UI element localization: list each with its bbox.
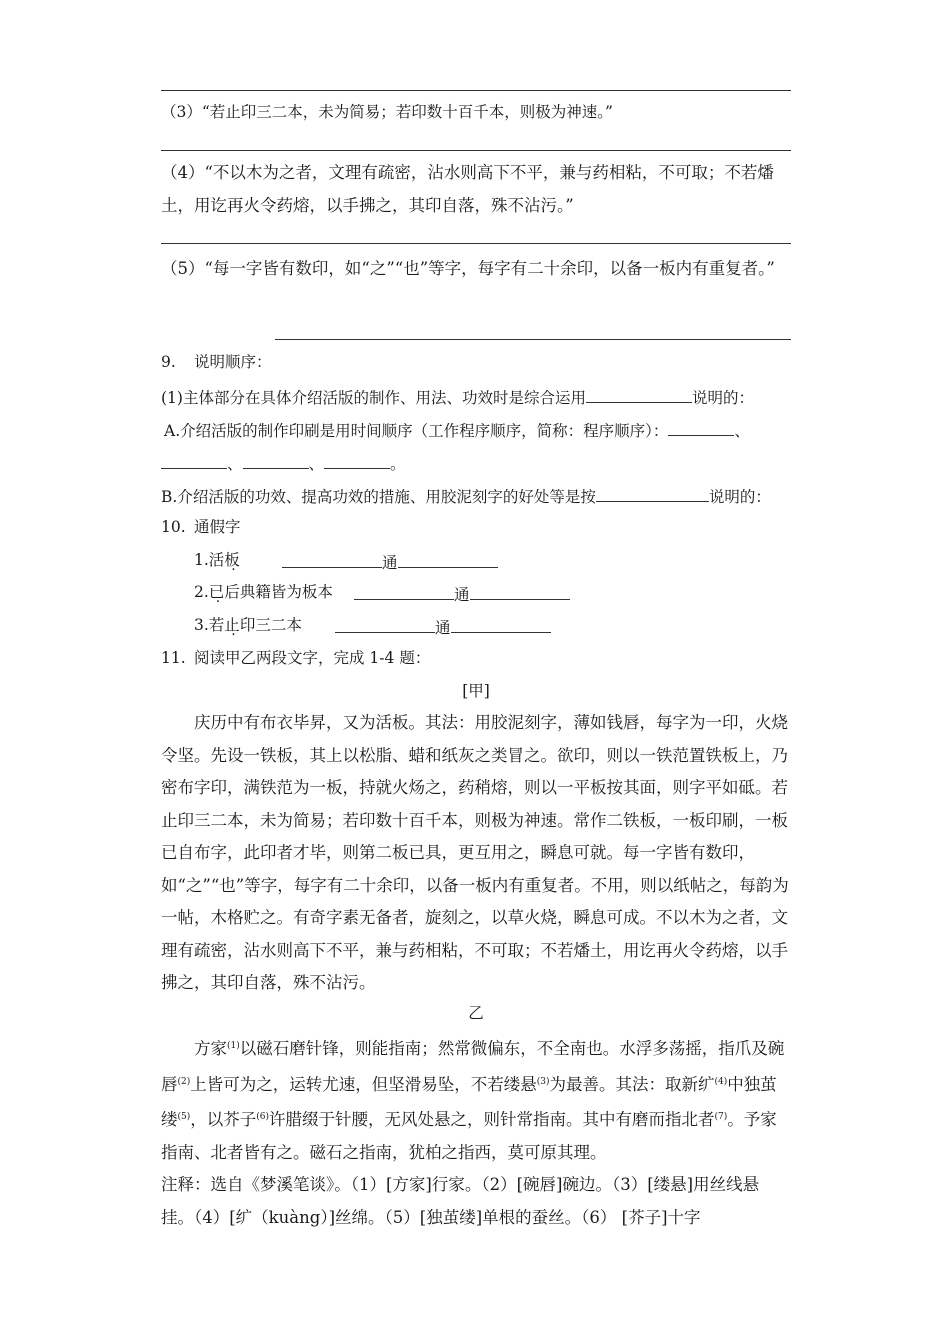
answer-line[interactable]: [275, 339, 791, 340]
q10-blank[interactable]: [354, 585, 454, 600]
q10-number: 10.: [161, 518, 186, 536]
answer-line[interactable]: [161, 150, 791, 151]
q9-part1-text-end: 说明的：: [691, 389, 754, 407]
footnote-marker: (5): [177, 1112, 191, 1122]
q10-blank[interactable]: [335, 618, 435, 633]
q10-item-1: 1.活板: [194, 551, 240, 569]
q9-part1-blank[interactable]: [586, 388, 692, 403]
dotted-char: 板: [224, 551, 240, 569]
q9-partA-blank-1[interactable]: [668, 421, 734, 436]
q9-partA: [164, 421, 750, 440]
q9-sep: 、: [734, 422, 750, 440]
q8-item-5: （5）“每一字皆有数印，如“之”“也”等字，每字有二十余印，以备一板内有重复者。”: [161, 259, 775, 278]
footnote-marker: (6): [256, 1112, 269, 1122]
dotted-char: 已: [208, 583, 225, 601]
q10-item-2: 2.已后典籍皆为板本: [194, 583, 333, 601]
q9-partA-blank-2[interactable]: [161, 454, 227, 469]
q10-item-1-blanks: 通: [282, 553, 498, 572]
q9-partA-line2: [161, 454, 406, 473]
q9-title: 说明顺序：: [194, 353, 272, 371]
q9-sep: 、: [227, 455, 243, 473]
q9-number: 9.: [161, 353, 176, 371]
q10-blank[interactable]: [451, 618, 551, 633]
q10-item-3-blanks: 通: [335, 618, 551, 637]
q10-blank[interactable]: [282, 553, 382, 568]
q9-partB: [161, 487, 771, 506]
q11-title: 阅读甲乙两段文字，完成 1-4 题：: [194, 649, 431, 667]
q9-partB-blank[interactable]: [596, 487, 709, 502]
dotted-char: 止: [224, 616, 240, 634]
q9-partA-blank-3[interactable]: [243, 454, 309, 469]
yi-notes: 注释：选自《梦溪笔谈》。（1）[方家]行家。（2）[碗唇]碗边。（3）[缕悬]用丝线悬挂。（4）[纩（kuàng）]丝绵。（5）[独茧缕]单根的蚕丝。（6） [芥子]十字: [161, 1175, 760, 1227]
footnote-marker: (2): [177, 1076, 191, 1087]
q10-item-2-blanks: 通: [354, 585, 570, 604]
q11-number: 11.: [161, 649, 186, 667]
q8-item-4: （4）“不以木为之者，文理有疏密，沾水则高下不平，兼与药相粘，不可取；不若燔土，用讫再火令药熔，以手拂之，其印自落，殊不沾污。”: [161, 163, 774, 215]
yi-heading: 乙: [468, 1004, 484, 1022]
q10-blank[interactable]: [470, 585, 570, 600]
q9-partB-text-end: 说明的：: [708, 488, 771, 506]
q9-period: 。: [390, 455, 406, 473]
yi-text: 方家$^{(1)}$以磁石磨针锋，则能指南；然常微偏东，不全南也。水浮多荡摇，指爪及碗唇$^{(2)}$上皆可为之，运转尤速，但坚滑易坠，不若缕悬$^{(3)}$为最善。其法：取新纩$^{(4)}$中独茧缕$^{(5)}$，以芥子$^{(6)}$许腊缀于针腰，无风处悬之，则针常指南。其中有磨而指北者$^{(7)}$。予家指南、北者皆有之。磁石之指南，犹柏之指西，莫可原其理。: [161, 1039, 785, 1162]
jia-text: 庆历中有布衣毕昇，又为活板。其法：用胶泥刻字，薄如钱唇，每字为一印，火烧令坚。先设一铁板，其上以松脂、蜡和纸灰之类冒之。欲印，则以一铁范置铁板上，乃密布字印，满铁范为一板，持就火炀之，药稍熔，则以一平板按其面，则字平如砥。若止印三二本，未为简易；若印数十百千本，则极为神速。常作二铁板，一板印刷，一板已自布字，此印者才毕，则第二板已具，更互用之，瞬息可就。每一字皆有数印，如“之”“也”等字，每字有二十余印，以备一板内有重复者。不用，则以纸帖之，每韵为一帖，木格贮之。有奇字素无备者，旋刻之，以草火烧，瞬息可成。不以木为之者，文理有疏密，沾水则高下不平，兼与药相粘，不可取；不若燔土，用讫再火令药熔，以手拂之，其印自落，殊不沾污。: [161, 713, 789, 992]
q9-partA-blank-4[interactable]: [324, 454, 390, 469]
q9-partB-text: B.介绍活版的功效、提高功效的措施、用胶泥刻字的好处等是按: [161, 488, 596, 506]
footnote-marker: (3): [536, 1076, 550, 1087]
q9-partA-text: A.介绍活版的制作印刷是用时间顺序（工作程序顺序，简称：程序顺序）：: [164, 422, 669, 440]
answer-line[interactable]: [161, 90, 791, 91]
q8-item-3: （3）“若止印三二本，未为简易；若印数十百千本，则极为神速。”: [161, 103, 613, 121]
footnote-marker: (1): [227, 1041, 240, 1051]
q10-item-3: 3.若止印三二本: [194, 616, 302, 634]
footnote-marker: (7): [714, 1112, 728, 1122]
jia-heading: [甲]: [462, 682, 490, 700]
jia-passage: [161, 707, 791, 1000]
q9-part1-text: (1)主体部分在具体介绍活版的制作、用法、功效时是综合运用: [161, 389, 586, 407]
yi-passage: [161, 1030, 791, 1234]
answer-line[interactable]: [161, 243, 791, 244]
footnote-marker: (4): [714, 1076, 728, 1087]
q10-blank[interactable]: [398, 553, 498, 568]
q10-title: 通假字: [194, 518, 241, 536]
q9-part1: [161, 388, 754, 407]
q9-sep: 、: [308, 455, 325, 473]
